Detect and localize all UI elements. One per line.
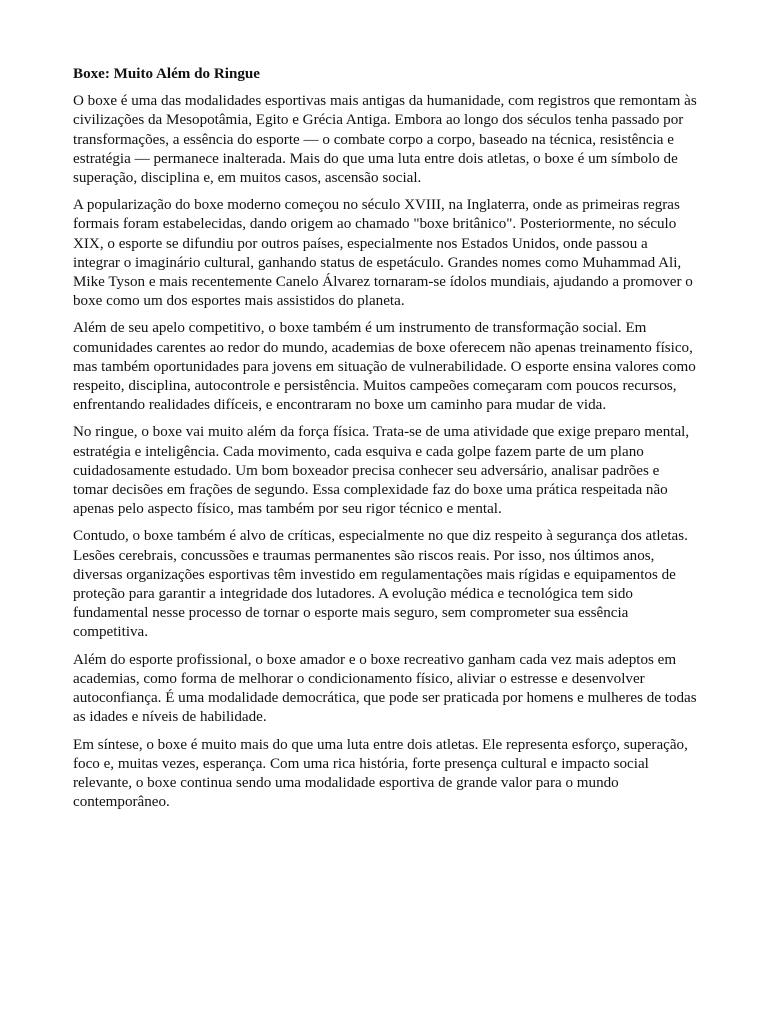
paragraph-2: A popularização do boxe moderno começou no século XVIII, na Inglaterra, onde as primeiras regras formais foram estabelecidas, dando origem ao chamado "boxe britânico". Posteriormente, no século XIX, o esporte se difundiu por outros países, especialmente nos Estados Unidos, onde passou a integrar o imaginário cultural, ganhando status de espetáculo. Grandes nomes como Muhammad Ali, Mike Tyson e mais recentemente Canelo Álvarez tornaram-se ídolos mundiais, ajudando a promover o boxe como um dos esportes mais assistidos do planeta.	[73, 197, 693, 310]
document-title: Boxe: Muito Além do Ringue	[73, 66, 260, 82]
paragraph-4: No ringue, o boxe vai muito além da força física. Trata-se de uma atividade que exige preparo mental, estratégia e inteligência. Cada movimento, cada esquiva e cada golpe fazem parte de um plano cuidadosamente estudado. Um bom boxeador precisa conhecer seu adversário, analisar padrões e tomar decisões em frações de segundo. Essa complexidade faz do boxe uma prática respeitada não apenas pelo aspecto físico, mas também por seu rigor técnico e mental.	[73, 424, 690, 518]
paragraph-6: Além do esporte profissional, o boxe amador e o boxe recreativo ganham cada vez mais adeptos em academias, como forma de melhorar o condicionamento físico, aliviar o estresse e desenvolver autoconfiança. É uma modalidade democrática, que pode ser praticada por homens e mulheres de todas as idades e níveis de habilidade.	[73, 651, 697, 726]
paragraph-1: O boxe é uma das modalidades esportivas mais antigas da humanidade, com registros que remontam às civilizações da Mesopotâmia, Egito e Grécia Antiga. Embora ao longo dos séculos tenha passado por transformações, a essência do esporte — o combate corpo a corpo, baseado na técnica, resistência e estratégia — permanece inalterada. Mais do que uma luta entre dois atletas, o boxe é um símbolo de superação, disciplina e, em muitos casos, ascensão social.	[73, 93, 697, 187]
paragraph-7: Em síntese, o boxe é muito mais do que uma luta entre dois atletas. Ele representa esforço, superação, foco e, muitas vezes, esperança. Com uma rica história, forte presença cultural e impacto social relevante, o boxe continua sendo uma modalidade esportiva de grande valor para o mundo contemporâneo.	[73, 736, 688, 811]
paragraph-3: Além de seu apelo competitivo, o boxe também é um instrumento de transformação social. Em comunidades carentes ao redor do mundo, academias de boxe oferecem não apenas treinamento físico, mas também oportunidades para jovens em situação de vulnerabilidade. O esporte ensina valores como respeito, disciplina, autocontrole e persistência. Muitos campeões começaram com poucos recursos, enfrentando realidades difíceis, e encontraram no boxe um caminho para mudar de vida.	[73, 320, 696, 414]
paragraph-5: Contudo, o boxe também é alvo de críticas, especialmente no que diz respeito à segurança dos atletas. Lesões cerebrais, concussões e traumas permanentes são riscos reais. Por isso, nos últimos anos, diversas organizações esportivas têm investido em regulamentações mais rígidas e equipamentos de proteção para garantir a integridade dos lutadores. A evolução médica e tecnológica tem sido fundamental nesse processo de tornar o esporte mais seguro, sem comprometer sua essência competitiva.	[73, 528, 688, 641]
